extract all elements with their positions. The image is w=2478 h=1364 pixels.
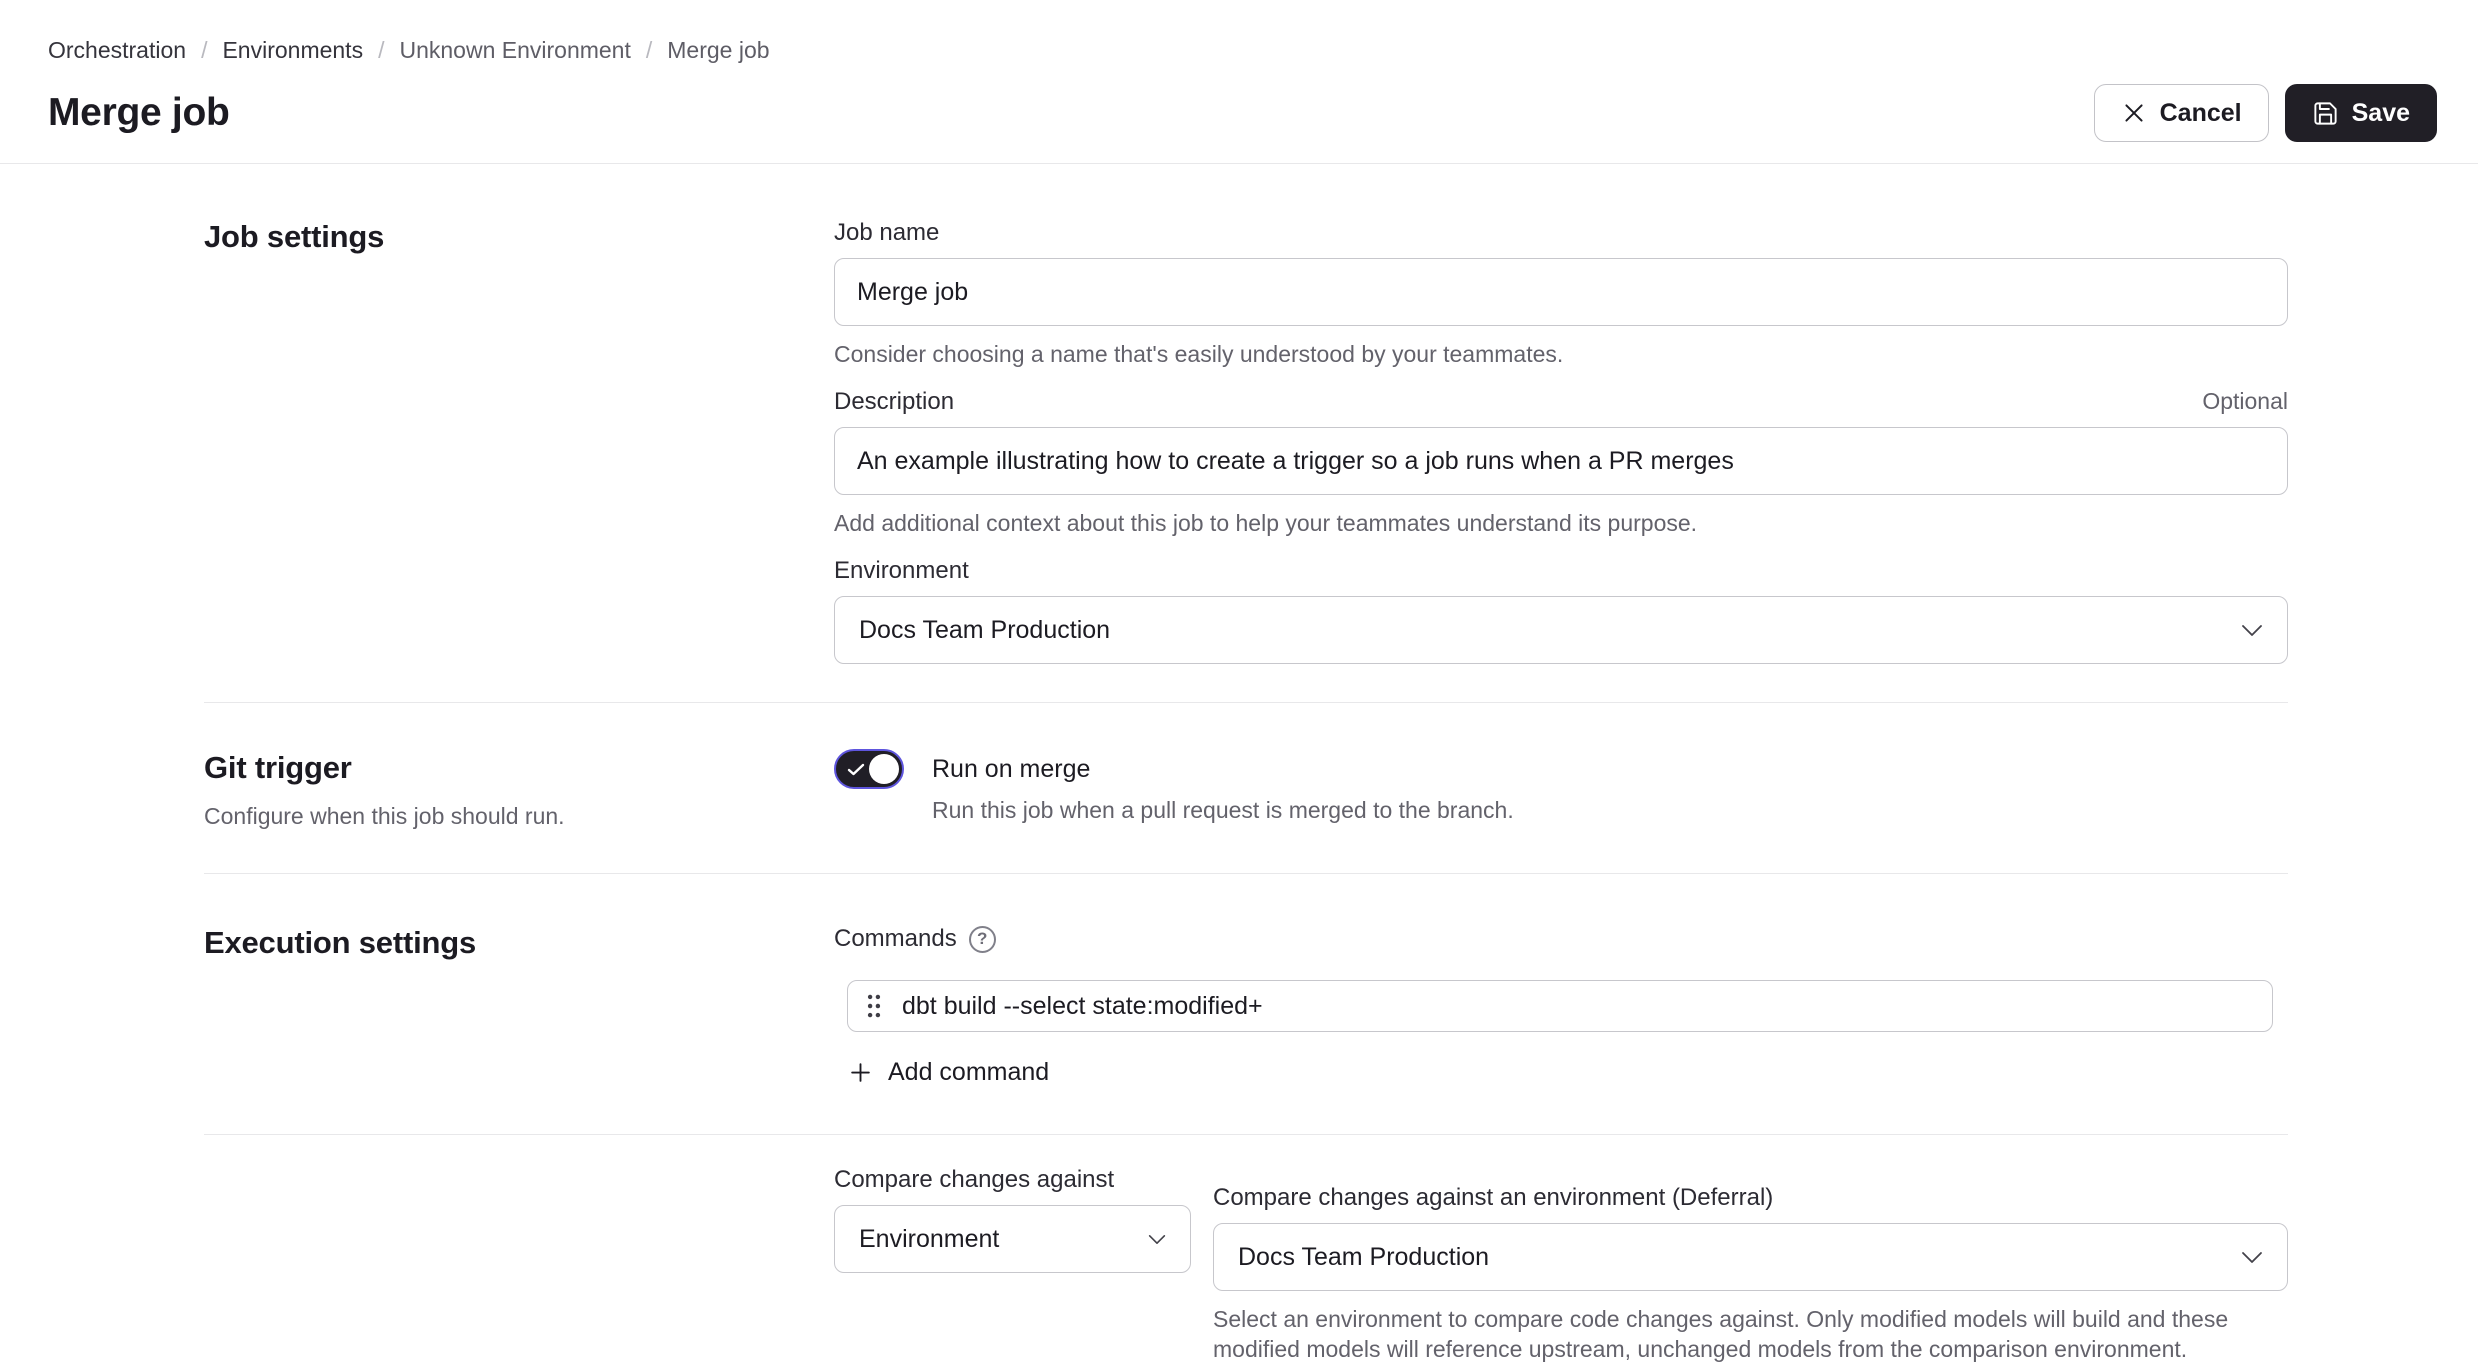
environment-select[interactable]: [834, 596, 2288, 664]
deferral-environment-value: Docs Team Production: [1238, 1242, 1490, 1271]
breadcrumb-environments[interactable]: Environments: [222, 37, 364, 63]
compare-against-value: Environment: [859, 1224, 1000, 1253]
environment-select-value: Docs Team Production: [859, 615, 1111, 644]
toggle-knob: [869, 754, 899, 784]
page-title: Merge job: [48, 91, 230, 134]
git-trigger-section: [204, 703, 2288, 873]
description-field: [834, 387, 2288, 538]
chevron-down-icon: [2241, 624, 2263, 637]
environment-field: [834, 556, 2288, 664]
cancel-button[interactable]: [2094, 84, 2269, 142]
job-name-helper: Consider choosing a name that's easily understood by your teammates.: [834, 341, 1564, 367]
commands-label: Commands: [834, 925, 957, 952]
add-command-label: Add command: [888, 1058, 1050, 1086]
job-name-label: Job name: [834, 219, 940, 246]
save-button[interactable]: [2285, 84, 2437, 142]
header-actions: [2094, 84, 2437, 142]
description-input[interactable]: [834, 427, 2288, 495]
run-on-merge-row: [834, 749, 2288, 825]
execution-settings-section: [204, 874, 2288, 1134]
breadcrumb-current-page: Merge job: [667, 37, 770, 63]
chevron-down-icon: [2241, 1251, 2263, 1264]
breadcrumb-separator: /: [645, 37, 653, 63]
breadcrumb-separator: /: [201, 37, 208, 63]
git-trigger-subheading: Configure when this job should run.: [204, 803, 565, 829]
run-on-merge-description: Run this job when a pull request is merged to the branch.: [932, 797, 1514, 823]
breadcrumb-separator: /: [378, 37, 385, 63]
command-text[interactable]: dbt build --select state:modified+: [902, 991, 1263, 1020]
close-icon: [2121, 100, 2147, 126]
deferral-environment-field: [1213, 1183, 2288, 1364]
job-form: [0, 164, 2478, 1364]
save-button-label: Save: [2351, 98, 2410, 127]
compare-against-select[interactable]: [834, 1205, 1191, 1273]
command-row[interactable]: [847, 980, 2273, 1032]
environment-label: Environment: [834, 557, 969, 584]
chevron-down-icon: [1148, 1234, 1166, 1245]
breadcrumb: [48, 36, 2437, 64]
run-on-merge-toggle[interactable]: [834, 749, 904, 789]
description-label: Description: [834, 388, 955, 415]
description-optional-badge: Optional: [2202, 388, 2288, 414]
job-settings-heading: Job settings: [204, 219, 385, 254]
git-trigger-heading: Git trigger: [204, 750, 352, 785]
compare-against-label: Compare changes against: [834, 1166, 1115, 1193]
run-on-merge-label: Run on merge: [932, 755, 1091, 783]
cancel-button-label: Cancel: [2159, 98, 2242, 127]
page-header: [0, 0, 2478, 164]
description-helper: Add additional context about this job to help your teammates understand its purpose.: [834, 510, 1698, 536]
save-icon: [2312, 100, 2339, 127]
deferral-environment-label: Compare changes against an environment (Deferral): [1213, 1184, 1774, 1211]
compare-against-field: [834, 1165, 1191, 1364]
breadcrumb-unknown-environment[interactable]: Unknown Environment: [399, 37, 631, 63]
check-icon: [847, 763, 865, 776]
drag-handle-icon[interactable]: [866, 993, 882, 1019]
execution-settings-heading: Execution settings: [204, 925, 477, 960]
deferral-helper: Select an environment to compare code changes against. Only modified models will build and these modified models will reference upstream, unchanged models from the comparison environment.: [1213, 1306, 2229, 1362]
breadcrumb-orchestration[interactable]: Orchestration: [48, 37, 187, 63]
plus-icon: [848, 1060, 873, 1085]
help-icon[interactable]: ?: [969, 926, 996, 953]
title-row: [48, 84, 2437, 142]
compare-section: [204, 1135, 2288, 1364]
job-name-input[interactable]: [834, 258, 2288, 326]
add-command-button[interactable]: [848, 1058, 1049, 1087]
deferral-environment-select[interactable]: [1213, 1223, 2288, 1291]
job-settings-section: [204, 164, 2288, 702]
job-name-field: [834, 218, 2288, 369]
